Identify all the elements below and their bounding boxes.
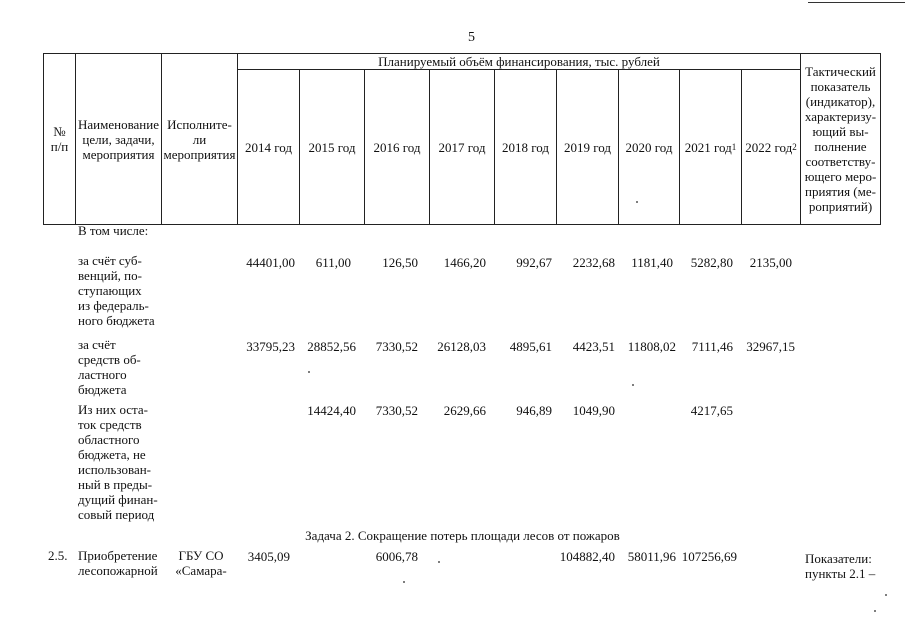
page-number: 5 bbox=[468, 30, 475, 45]
value-cell: 611,00 bbox=[315, 255, 351, 270]
item-2-5-number: 2.5. bbox=[48, 548, 68, 563]
footnote-1-mark: 1 bbox=[731, 141, 737, 152]
header-year-2014: 2014 год bbox=[245, 139, 292, 155]
header-year-2022 bbox=[742, 70, 800, 224]
row-regional-label: за счёт средств об- ластного бюджета bbox=[78, 337, 141, 397]
header-year-2017: 2017 год bbox=[438, 139, 486, 155]
value-cell: 1049,90 bbox=[572, 403, 615, 418]
value-cell: 26128,03 bbox=[437, 339, 486, 354]
value-cell: 4423,51 bbox=[572, 339, 615, 354]
value-cell: 33795,23 bbox=[246, 339, 295, 354]
value-cell: 5282,80 bbox=[690, 255, 733, 270]
header-year-2020: 2020 год bbox=[625, 139, 673, 155]
value-cell: 1181,40 bbox=[631, 255, 673, 270]
value-cell: 11808,02 bbox=[627, 339, 676, 354]
including-label: В том числе: bbox=[78, 223, 149, 238]
header-funding-group: Планируемый объём финансирования, тыс. рублей bbox=[378, 54, 660, 69]
scan-edge-line bbox=[808, 2, 905, 3]
header-number: № п/п bbox=[50, 124, 69, 154]
scan-speck bbox=[632, 384, 634, 386]
value-cell: 2232,68 bbox=[572, 255, 615, 270]
task-2-title: Задача 2. Сокращение потерь площади лесов от пожаров bbox=[305, 528, 620, 543]
header-indicator: Тактический показатель (индикатор), характеризу- ющий вы- полнение соответству- ющего меро- приятия (ме- роприятий) bbox=[804, 64, 877, 214]
year-2021-label: 2021 год bbox=[684, 139, 732, 155]
scan-speck bbox=[308, 371, 310, 373]
header-year-2021 bbox=[680, 70, 741, 224]
value-cell: 3405,09 bbox=[247, 549, 290, 564]
value-cell: 7330,52 bbox=[375, 403, 418, 418]
value-cell: 6006,78 bbox=[375, 549, 418, 564]
scan-speck bbox=[636, 201, 638, 203]
value-cell: 44401,00 bbox=[246, 255, 295, 270]
value-cell: 7111,46 bbox=[691, 339, 733, 354]
value-cell: 4217,65 bbox=[690, 403, 733, 418]
item-2-5-indicator: Показатели: пункты 2.1 – bbox=[805, 551, 876, 581]
row-subventions-label: за счёт суб- венций, по- ступающих из федераль- ного бюджета bbox=[78, 253, 155, 328]
scan-speck bbox=[874, 610, 876, 612]
item-2-5-executor: ГБУ СО «Самара- bbox=[175, 548, 227, 578]
scan-speck bbox=[403, 581, 405, 583]
value-cell: 104882,40 bbox=[559, 549, 615, 564]
value-cell: 2629,66 bbox=[443, 403, 486, 418]
value-cell: 946,89 bbox=[516, 403, 552, 418]
value-cell: 58011,96 bbox=[627, 549, 676, 564]
header-year-2015: 2015 год bbox=[308, 139, 356, 155]
footnote-2-mark: 2 bbox=[792, 141, 797, 152]
value-cell: 992,67 bbox=[516, 255, 552, 270]
value-cell: 2135,00 bbox=[749, 255, 792, 270]
header-year-2018: 2018 год bbox=[502, 139, 549, 155]
header-executor: Исполните- ли мероприятия bbox=[163, 116, 236, 162]
header-year-2016: 2016 год bbox=[373, 139, 421, 155]
value-cell: 126,50 bbox=[382, 255, 418, 270]
item-2-5-name: Приобретение лесопожарной bbox=[78, 548, 158, 578]
value-cell: 107256,69 bbox=[681, 549, 737, 564]
scan-speck bbox=[885, 594, 887, 596]
value-cell: 14424,40 bbox=[307, 403, 356, 418]
year-2022-label: 2022 год bbox=[745, 139, 793, 155]
header-year-2019: 2019 год bbox=[564, 139, 611, 155]
value-cell: 28852,56 bbox=[307, 339, 356, 354]
scan-speck bbox=[438, 561, 440, 563]
header-name: Наименование цели, задачи, мероприятия bbox=[78, 116, 159, 162]
value-cell: 1466,20 bbox=[443, 255, 486, 270]
value-cell: 4895,61 bbox=[509, 339, 552, 354]
value-cell: 7330,52 bbox=[375, 339, 418, 354]
value-cell: 32967,15 bbox=[746, 339, 795, 354]
row-remainder-label: Из них оста- ток средств областного бюджета, не использован- ный в преды- дущий финан- совый период bbox=[78, 402, 158, 522]
